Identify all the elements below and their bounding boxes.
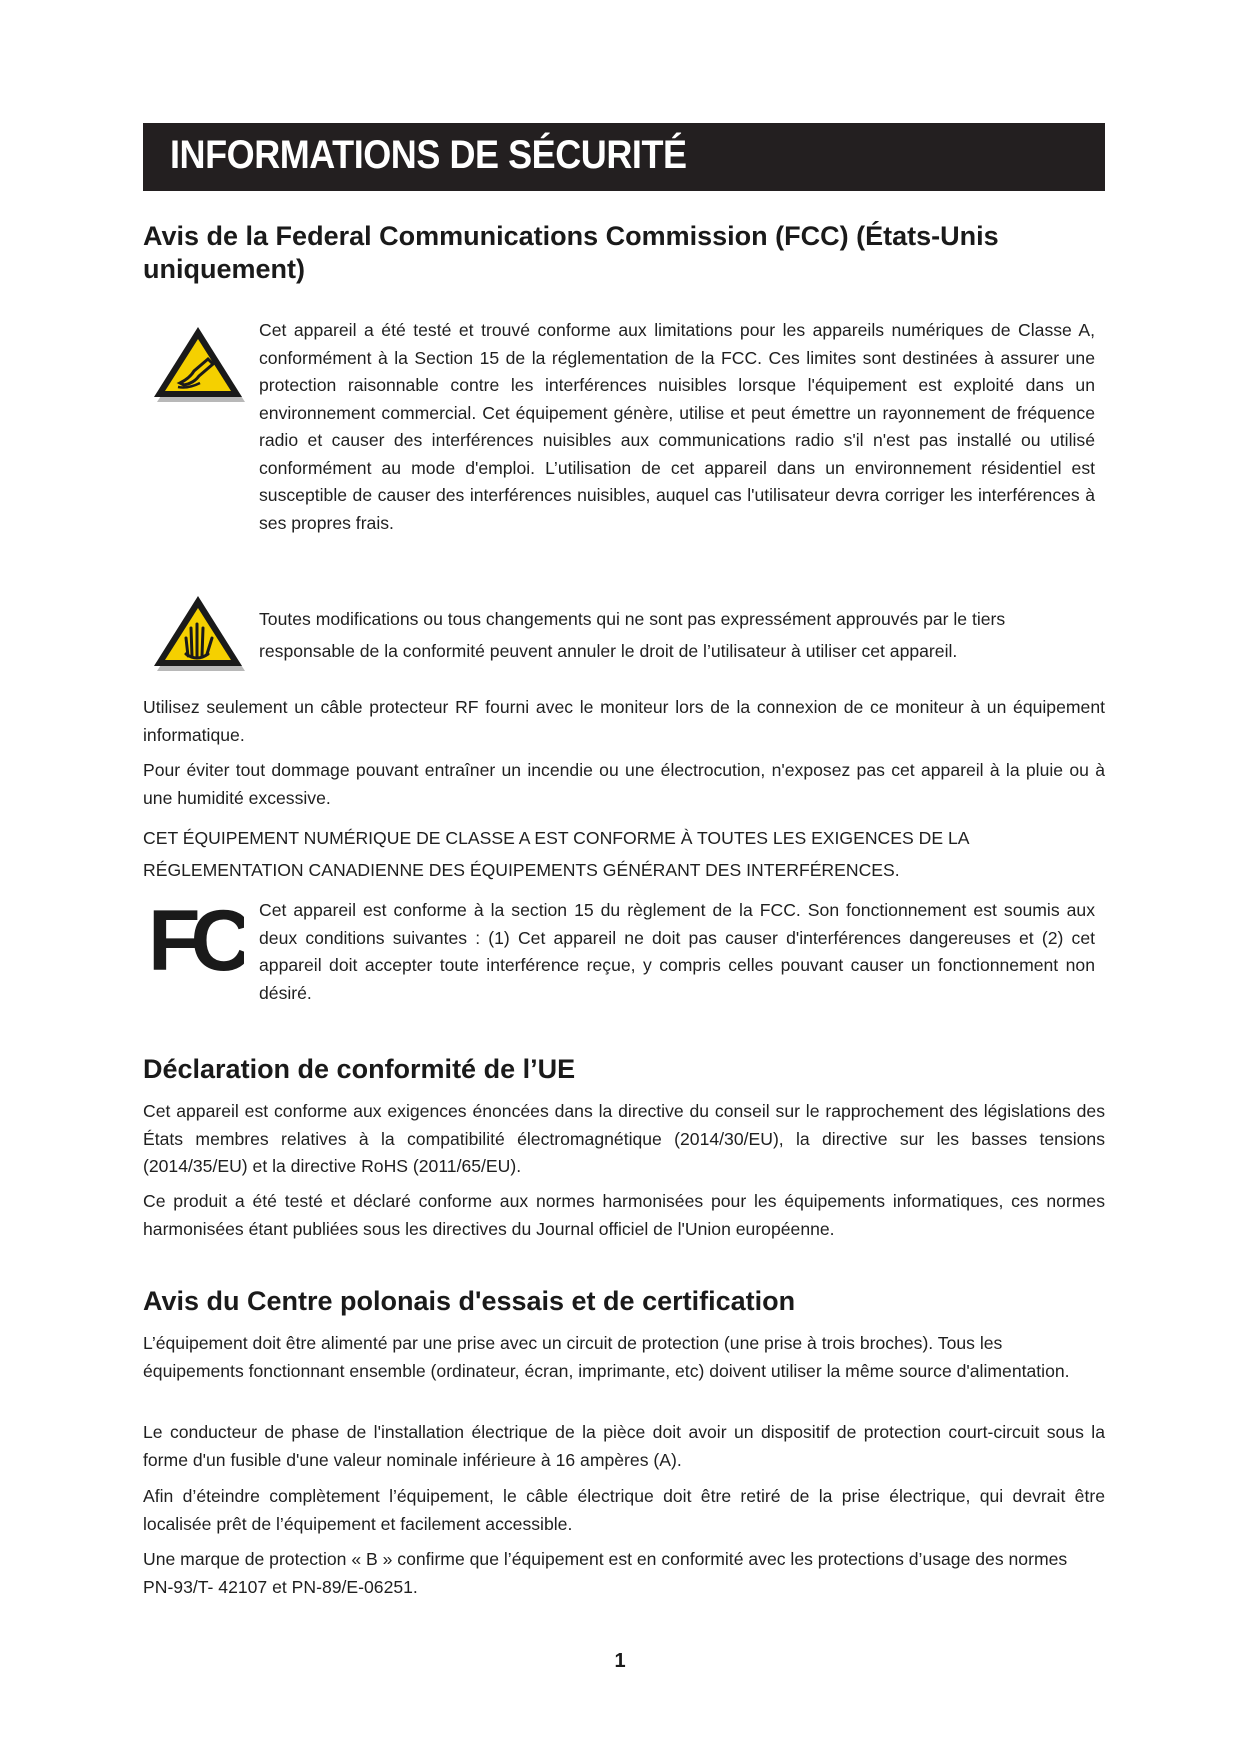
page-number: 1 xyxy=(614,1650,626,1672)
page-title: INFORMATIONS DE SÉCURITÉ xyxy=(170,133,687,177)
poland-paragraph-4: Une marque de protection « B » confirme que l’équipement est en conformité avec les protections d’usage des normes PN-93/T- 42107 et PN-89/E-06251. xyxy=(143,1549,1068,1597)
warning-pen-icon xyxy=(150,323,246,408)
poland-paragraph-2: Le conducteur de phase de l'installation électrique de la pièce doit avoir un dispositif de protection court-circuit sous la forme d'un fusible d'une valeur nominale inférieure à 16 ampères (A). xyxy=(143,1422,1105,1470)
canada-compliance-paragraph: CET ÉQUIPEMENT NUMÉRIQUE DE CLASSE A EST CONFORME À TOUTES LES EXIGENCES DE LA RÉGLEMENTATION CANADIENNE DES ÉQUIPEMENTS GÉNÉRANT DES INTERFÉRENCES. xyxy=(143,828,969,880)
eu-heading: Déclaration de conformité de l’UE xyxy=(143,1054,576,1084)
fcc-statement-text: Cet appareil est conforme à la section 15 du règlement de la FCC. Son fonctionnement est soumis aux deux conditions suivantes : (1) Cet appareil ne doit pas causer d'interférences dangereuses et (2) cet appareil doit accepter toute interférence reçue, y compris celles pouvant causer un fonctionnement non désiré. xyxy=(259,900,1095,1003)
rf-cable-paragraph: Utilisez seulement un câble protecteur RF fourni avec le moniteur lors de la connexion de ce moniteur à un équipement informatique. xyxy=(143,697,1105,745)
fcc-warning-text: Cet appareil a été testé et trouvé conforme aux limitations pour les appareils numériques de Classe A, conformément à la Section 15 de la réglementation de la FCC. Ces limites sont destinées à assurer une protection raisonnable contre les interférences nuisibles lorsque l'équipement est exploité dans un environnement commercial. Cet équipement génère, utilise et peut émettre un rayonnement de fréquence radio et causer des interférences nuisibles aux communications radio s'il n'est pas installé ou utilisé conformément au mode d'emploi. L’utilisation de cet appareil dans un environnement résidentiel est susceptible de causer des interférences nuisibles, auquel cas l'utilisateur devra corriger les interférences à ses propres frais. xyxy=(259,320,1095,533)
poland-paragraph-1: L’équipement doit être alimenté par une prise avec un circuit de protection (une prise à trois broches). Tous les équipements fonctionnant ensemble (ordinateur, écran, imprimante, etc) doivent utiliser la même source d'alimentation. xyxy=(143,1333,1070,1381)
modification-warning-text: Toutes modifications ou tous changements qui ne sont pas expressément approuvés par le tiers responsable de la conformité peuvent annuler le droit de l’utilisateur à utiliser cet appareil. xyxy=(259,609,1006,661)
poland-paragraph-3: Afin d’éteindre complètement l’équipement, le câble électrique doit être retiré de la prise électrique, qui devrait être localisée prêt de l’équipement et facilement accessible. xyxy=(143,1486,1105,1534)
rain-paragraph: Pour éviter tout dommage pouvant entraîner un incendie ou une électrocution, n'exposez pas cet appareil à la pluie ou à une humidité excessive. xyxy=(143,760,1105,808)
warning-hand-icon xyxy=(150,592,246,677)
poland-heading: Avis du Centre polonais d'essais et de certification xyxy=(143,1286,796,1316)
title-bar xyxy=(143,123,1105,191)
fcc-logo-text: FC xyxy=(148,900,243,976)
eu-paragraph-2: Ce produit a été testé et déclaré conforme aux normes harmonisées pour les équipements informatiques, ces normes harmonisées étant publiées sous les directives du Journal officiel de l'Union européenne. xyxy=(143,1191,1105,1239)
eu-paragraph-1: Cet appareil est conforme aux exigences énoncées dans la directive du conseil sur le rapprochement des législations des États membres relatives à la compatibilité électromagnétique (2014/30/EU), la directive sur les basses tensions (2014/35/EU) et la directive RoHS (2011/65/EU). xyxy=(143,1101,1105,1176)
fcc-heading: Avis de la Federal Communications Commission (FCC) (États-Unis uniquement) xyxy=(143,221,999,284)
fcc-logo-icon xyxy=(148,900,244,981)
